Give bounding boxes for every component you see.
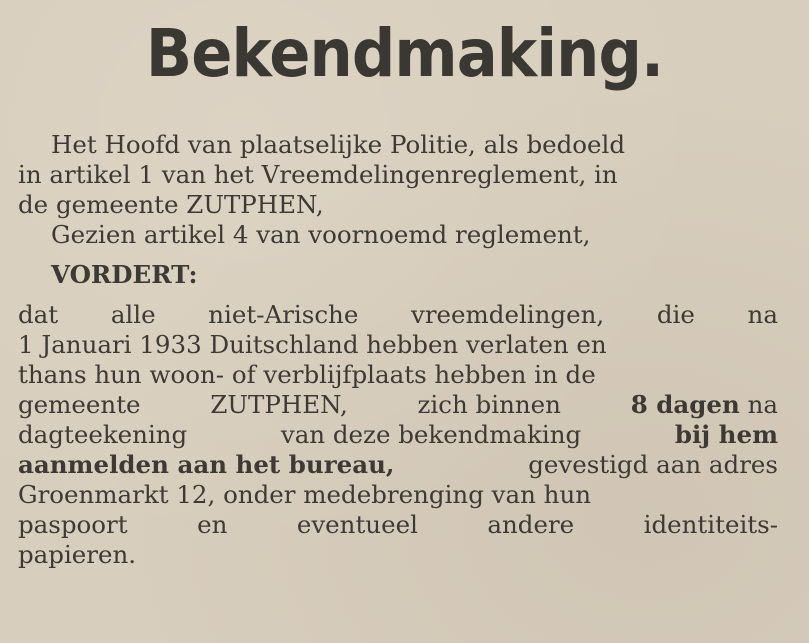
demand-line-8: paspoort en eventueel andere identiteits- xyxy=(18,510,778,539)
demand-line-1: dat alle niet-Arische vreemdelingen, die na xyxy=(18,300,778,329)
intro-line-3: de gemeente ZUTPHEN, xyxy=(18,190,324,219)
demand-heading: VORDERT: xyxy=(51,260,198,289)
demand-line-3: thans hun woon- of verblijfplaats hebben in de xyxy=(18,360,596,389)
considering-line: Gezien artikel 4 van voornoemd reglement, xyxy=(51,220,591,249)
notice-title: Bekendmaking. xyxy=(145,15,664,92)
demand-line-2: 1 Januari 1933 Duitschland hebben verlaten en xyxy=(18,330,607,359)
demand-line-4: gemeente ZUTPHEN, zich binnen 8 dagen na xyxy=(18,390,778,419)
demand-line-5: dagteekening van deze bekendmaking bij hem xyxy=(18,420,778,449)
bold-aanmelden: aanmelden aan het bureau, xyxy=(18,450,395,479)
intro-line-1: Het Hoofd van plaatselijke Politie, als bedoeld xyxy=(51,130,626,159)
demand-line-6: aanmelden aan het bureau, gevestigd aan adres xyxy=(18,450,778,479)
intro-line-2: in artikel 1 van het Vreemdelingenreglement, in xyxy=(18,160,618,189)
bold-eight-days: 8 dagen xyxy=(630,390,740,419)
demand-line-9: papieren. xyxy=(18,540,137,569)
bold-bij-hem: bij hem xyxy=(674,420,778,449)
demand-line-7: Groenmarkt 12, onder medebrenging van hun xyxy=(18,480,592,509)
notice-body xyxy=(18,130,778,570)
